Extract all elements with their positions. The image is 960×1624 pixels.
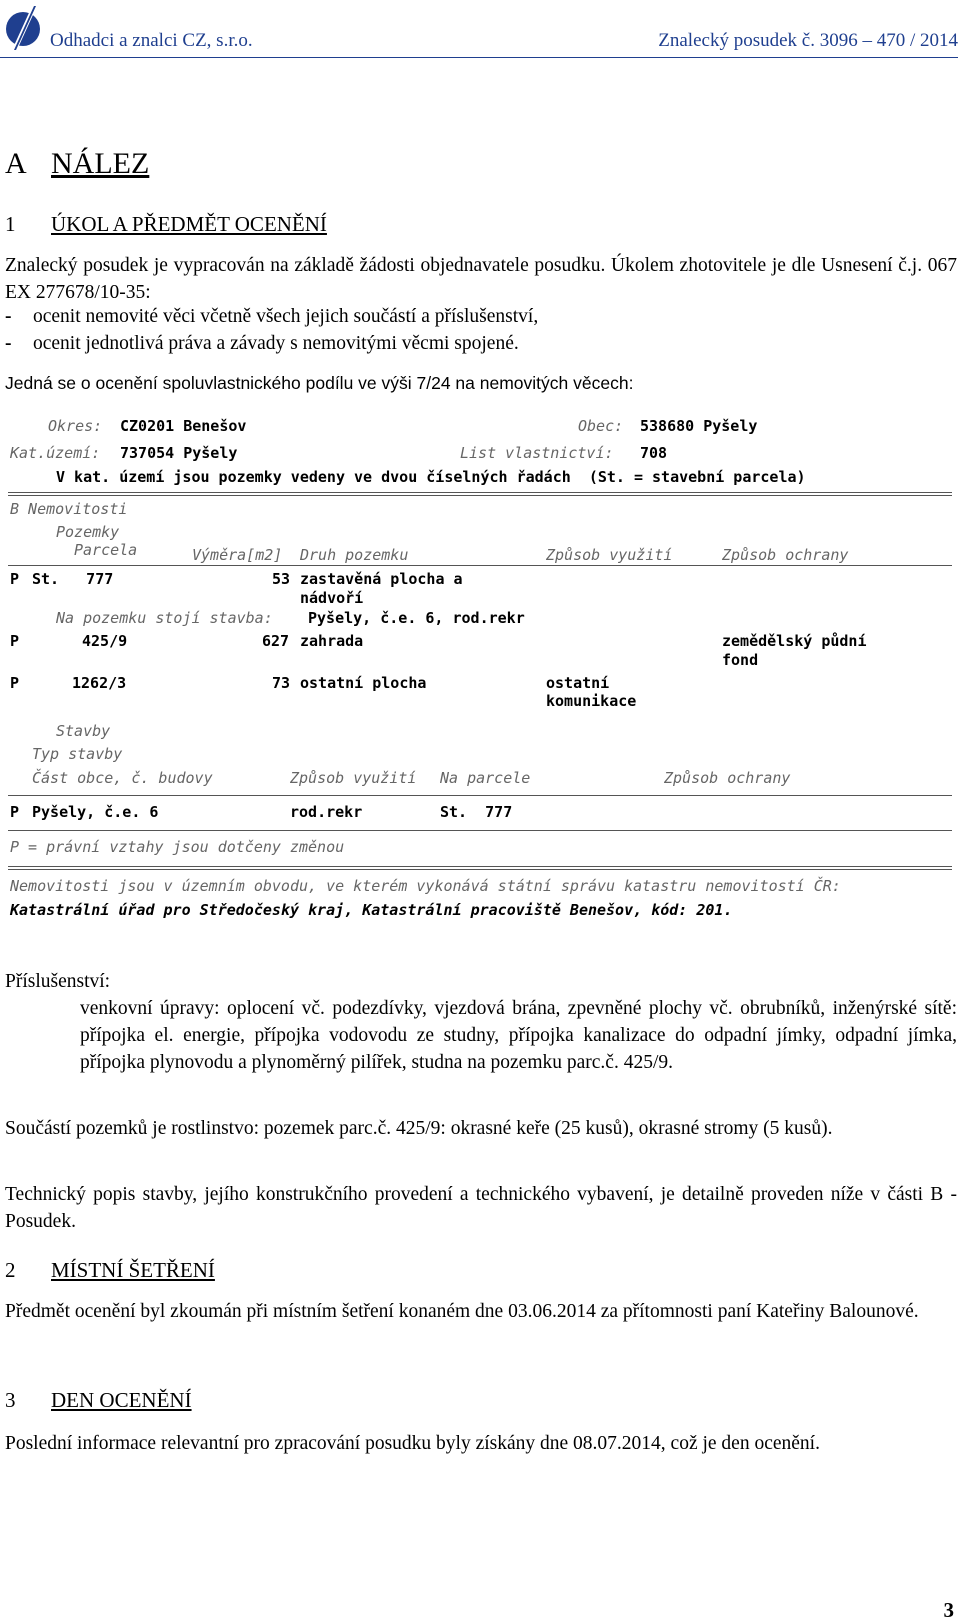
lv-legend: P = právní vztahy jsou dotčeny změnou [10,838,345,856]
section-2-heading [5,1258,215,1283]
part-title: NÁLEZ [51,147,150,180]
lv-r3-druh: ostatní plocha [300,674,427,692]
section-1-heading [5,212,327,237]
lv-r1-parcela: St. 777 [32,570,114,588]
lv-typ-stavby: Typ stavby [32,745,123,763]
lv-r2-ochrana1: zemědělský půdní [722,632,867,650]
lv-okres-label: Okres: [48,417,103,435]
lv-rule [8,869,952,870]
prislusenstvi-text: venkovní úpravy: oplocení vč. podezdívky, vjezdová brána, zpevněné plochy vč. obrubníků, inženýrské sítě: přípojka el. energie, přípojka vodovodu ze studny, přípojka kanalizace do odpadní jímky, odpadní jímka, přípojka plynovodu a plynoměrný pilířek, studna na pozemku parc.č. 425/9. [80,998,957,1073]
lv-col-vymera: Výměra[m2] [192,546,283,564]
page-number: 3 [943,1598,954,1622]
lv-ku-label: Kat.území: [10,444,101,462]
lv-r3-parcela: 1262/3 [72,674,127,692]
company-logo-icon [3,2,43,52]
lv-s-cast: Pyšely, č.e. 6 [32,803,159,821]
lv-rule [8,495,952,496]
share-statement: Jedná se o ocenění spoluvlastnického podílu ve výši 7/24 na nemovitých věcech: [5,373,634,393]
lv-col-naparcele: Na parcele [440,769,531,787]
lv-obec-value: 538680 Pyšely [640,417,758,435]
lv-r1-p: P [10,570,20,588]
lv-col-vyuziti: Způsob využití [546,546,673,564]
lv-r3-vymera: 73 [272,674,291,692]
lv-col-druh: Druh pozemku [300,546,409,564]
lv-note: V kat. území jsou pozemky vedeny ve dvou číselných řadách (St. = stavební parcela) [56,468,806,486]
section-3-heading [5,1388,192,1413]
lv-r2-vymera: 627 [262,632,290,650]
lv-footer-2: Katastrální úřad pro Středočeský kraj, Katastrální pracoviště Benešov, kód: 201. [10,901,733,919]
bullet-text: ocenit nemovité věci včetně všech jejich součástí a příslušenství, [33,306,539,327]
section-1-title: ÚKOL A PŘEDMĚT OCENĚNÍ [51,212,327,236]
section-3-title: DEN OCENĚNÍ [51,1388,192,1412]
lv-list-value: 708 [640,444,668,462]
lv-r2-ochrana2: fond [722,651,759,669]
lv-r1-vymera: 53 [272,570,291,588]
lv-col-ochrana: Způsob ochrany [722,546,849,564]
lv-okres-value: CZ0201 Benešov [120,417,247,435]
bullet-item: - ocenit nemovité věci včetně všech jejich součástí a příslušenství, [5,306,539,327]
section-2-title: MÍSTNÍ ŠETŘENÍ [51,1258,215,1282]
lv-r3-vyuziti2: komunikace [546,692,637,710]
soucasti-text: Součástí pozemků je rostlinstvo: pozemek parc.č. 425/9: okrasné keře (25 kusů), okrasné stromy (5 kusů). [5,1118,833,1139]
section-2-number: 2 [5,1258,16,1282]
lv-r1-druh1: zastavěná plocha a [300,570,463,588]
lv-rule [8,795,952,796]
lv-col-parcela: Parcela [74,541,138,559]
lv-list-label: List vlastnictví: [460,444,614,462]
section-3-text: Poslední informace relevantní pro zpracování posudku byly získány dne 08.07.2014, což je den ocenění. [5,1433,820,1454]
lv-s-p: P [10,803,20,821]
lv-section-b: B Nemovitosti [10,500,128,518]
section-2-text: Předmět ocenění byl zkoumán při místním šetření konaném dne 03.06.2014 za přítomnosti paní Kateřiny Balounové. [5,1301,919,1322]
lv-stavby: Stavby [56,722,111,740]
section-1-intro: Znalecký posudek je vypracován na základě žádosti objednavatele posudku. Úkolem zhotovitele je dle Usnesení č.j. 067 EX 277678/10-35: [5,255,957,303]
part-letter: A [5,147,27,180]
lv-rule [8,565,952,566]
lv-r1-stavba-label: Na pozemku stojí stavba: [56,609,273,627]
lv-col-ochrana2: Způsob ochrany [664,769,791,787]
lv-r1-stavba-value: Pyšely, č.e. 6, rod.rekr [308,609,525,627]
lv-col-vyuziti2: Způsob využití [290,769,417,787]
lv-col-cast: Část obce, č. budovy [32,769,213,787]
lv-r2-druh: zahrada [300,632,364,650]
lv-ku-value: 737054 Pyšely [120,444,238,462]
header-report-number: Znalecký posudek č. 3096 – 470 / 2014 [658,30,958,51]
lv-rule [8,492,952,493]
lv-r3-p: P [10,674,20,692]
lv-r2-parcela: 425/9 [82,632,128,650]
lv-r1-druh2: nádvoří [300,589,364,607]
lv-rule [8,830,952,831]
lv-obec-label: Obec: [578,417,624,435]
section-1-number: 1 [5,212,16,236]
header-divider [0,57,958,58]
technicky-popis-text: Technický popis stavby, jejího konstrukčního provedení a technického vybavení, je detailně proveden níže v části B - Posudek. [5,1184,957,1232]
lv-r2-p: P [10,632,20,650]
lv-s-vyuziti: rod.rekr [290,803,363,821]
lv-r3-vyuziti1: ostatní [546,674,610,692]
page-header [0,0,960,58]
lv-rule [8,866,952,867]
lv-pozemky: Pozemky [56,523,120,541]
bullet-text: ocenit jednotlivá práva a závady s nemovitými věcmi spojené. [33,333,519,354]
prislusenstvi-label: Příslušenství: [5,971,111,992]
header-company: Odhadci a znalci CZ, s.r.o. [50,30,253,51]
land-register-extract [0,417,960,960]
lv-footer-1: Nemovitosti jsou v územním obvodu, ve kterém vykonává státní správu katastru nemovitostí ČR: [10,877,841,895]
section-3-number: 3 [5,1388,16,1412]
part-heading [5,147,149,181]
bullet-item: - ocenit jednotlivá práva a závady s nemovitými věcmi spojené. [5,333,519,354]
lv-s-parcela: St. 777 [440,803,513,821]
